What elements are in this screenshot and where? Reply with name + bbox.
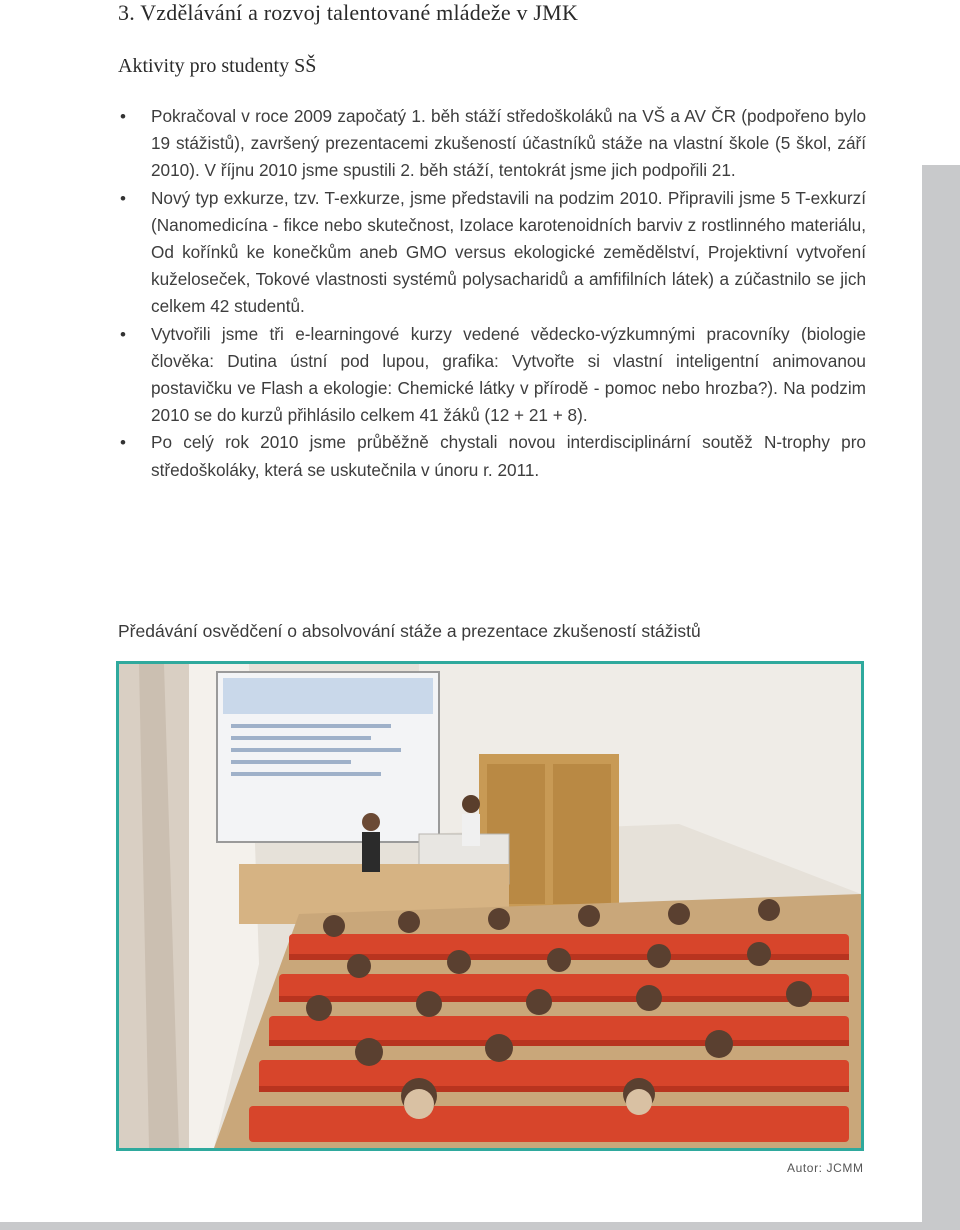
section-heading: 3. Vzdělávání a rozvoj talentované mládeže v JMK bbox=[118, 0, 579, 25]
photo-caption: Předávání osvědčení o absolvování stáže a prezentace zkušeností stážistů bbox=[118, 621, 701, 641]
list-item-text: Nový typ exkurze, tzv. T-exkurze, jsme představili na podzim 2010. Připravili jsme 5 T-exkurzí (Nanomedicína - fikce nebo skutečnost, Izolace karotenoidních barviv z rostlinného materiálu, Od kořínků ke konečkům aneb GMO versus ekologické zemědělství, Projektivní vytvoření kuželoseček, Tokové vlastnosti systémů polysacharidů a amfifilních látek) a zúčastnilo se jich celkem 42 studentů. bbox=[151, 187, 866, 317]
bullet-icon: • bbox=[120, 433, 126, 453]
page-bottom-bar bbox=[0, 1222, 922, 1230]
bullet-icon: • bbox=[120, 324, 126, 344]
activity-list bbox=[118, 103, 866, 484]
page-side-bar bbox=[922, 165, 960, 1230]
lecture-hall-photo bbox=[116, 661, 864, 1151]
list-item bbox=[118, 103, 866, 185]
bullet-icon: • bbox=[120, 188, 126, 208]
list-item-text: Pokračoval v roce 2009 započatý 1. běh stáží středoškoláků na VŠ a AV ČR (podpořeno bylo 19 stážistů), završený prezentacemi zkušeností účastníků stáže na vlastní škole (5 škol, září 2010). V říjnu 2010 jsme spustili 2. běh stáží, tentokrát jsme jich podpořili 21. bbox=[151, 106, 866, 181]
list-item bbox=[118, 321, 866, 430]
sub-heading: Aktivity pro studenty SŠ bbox=[118, 55, 317, 77]
bullet-icon: • bbox=[120, 107, 126, 126]
list-item-text: Vytvořili jsme tři e-learningové kurzy vedené vědecko-výzkumnými pracovníky (biologie člověka: Dutina ústní pod lupou, grafika: Vytvořte si vlastní inteligentní animovanou postavičku ve Flash a ekologie: Chemické látky v přírodě - pomoc nebo hrozba?). Na podzim 2010 se do kurzů přihlásilo celkem 41 žáků (12 + 21 + 8). bbox=[151, 323, 866, 426]
lecture-hall-illustration bbox=[119, 664, 861, 1148]
list-item bbox=[118, 185, 866, 321]
list-item bbox=[118, 429, 866, 483]
photo-credit: Autor: JCMM bbox=[787, 1161, 864, 1175]
list-item-text: Po celý rok 2010 jsme průběžně chystali novou interdisciplinární soutěž N-trophy pro středoškoláky, která se uskutečnila v únoru r. 2011. bbox=[151, 432, 866, 480]
